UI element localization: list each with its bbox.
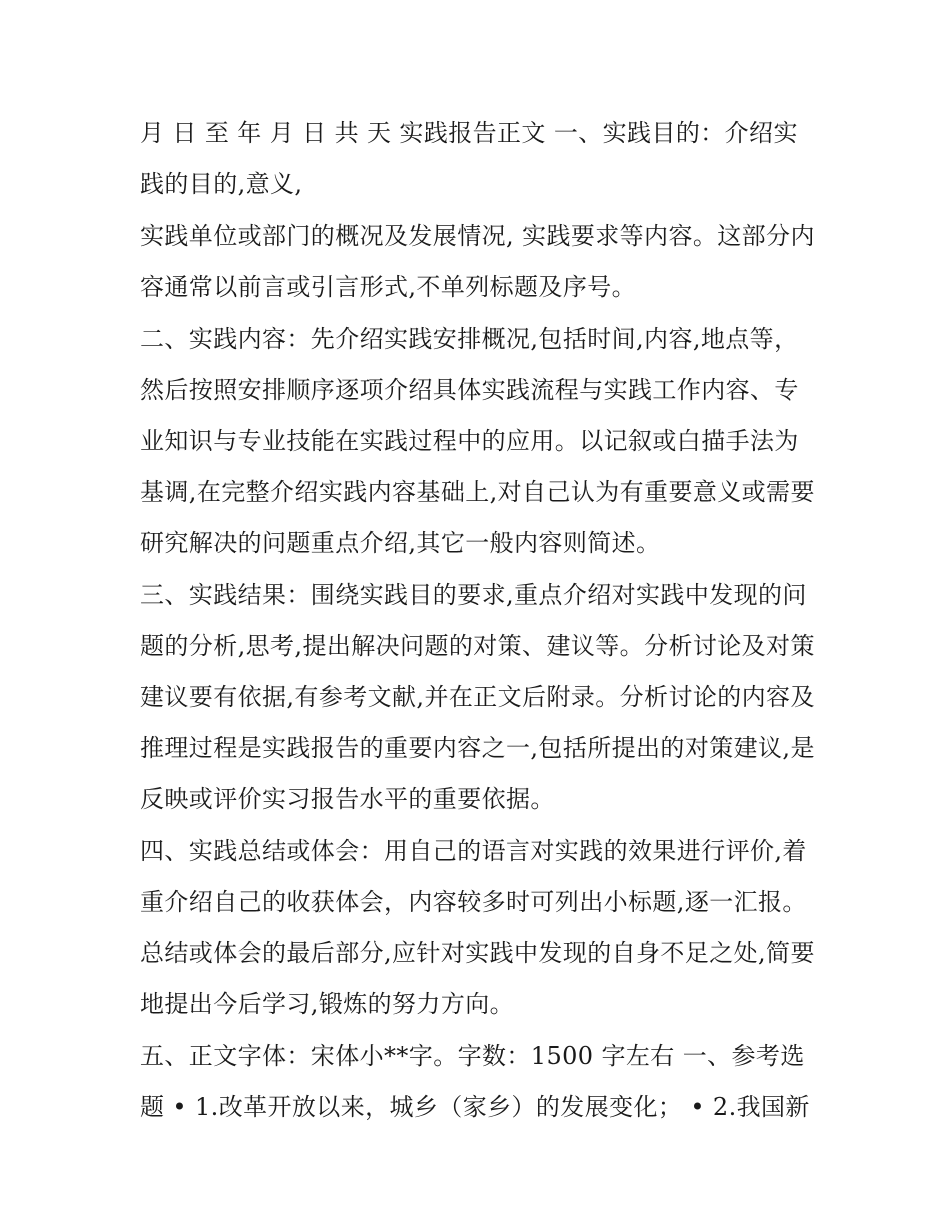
paragraph-font-and-topics: 五、正文字体：宋体小**字。字数：1500 字左右 一、参考选题 • 1.改革开放以来，城乡（家乡）的发展变化； • 2.我国新 bbox=[140, 1042, 810, 1121]
document-body bbox=[140, 108, 820, 1133]
paragraph-intro-purpose: 月 日 至 年 月 日 共 天 实践报告正文 一、实践目的：介绍实践的目的,意义, bbox=[140, 119, 798, 198]
paragraph-practice-content: 二、实践内容：先介绍实践安排概况,包括时间,内容,地点等，然后按照安排顺序逐项介绍具体实践流程与实践工作内容、专业知识与专业技能在实践过程中的应用。以记叙或白描手法为基调,在完整介绍实践内容基础上,对自己认为有重要意义或需要研究解决的问题重点介绍,其它一般内容则简述。 bbox=[140, 325, 815, 557]
paragraph-summary: 四、实践总结或体会：用自己的语言对实践的效果进行评价,着重介绍自己的收获体会，内容较多时可列出小标题,逐一汇报。总结或体会的最后部分,应针对实践中发现的自身不足之处,简要地提出今后学习,锻炼的努力方向。 bbox=[140, 837, 815, 1018]
paragraph-unit-overview: 实践单位或部门的概况及发展情况, 实践要求等内容。这部分内容通常以前言或引言形式,不单列标题及序号。 bbox=[140, 222, 815, 301]
paragraph-practice-results: 三、实践结果：围绕实践目的要求,重点介绍对实践中发现的问题的分析,思考,提出解决问题的对策、建议等。分析讨论及对策建议要有依据,有参考文献,并在正文后附录。分析讨论的内容及推理过程是实践报告的重要内容之一,包括所提出的对策建议,是反映或评价实习报告水平的重要依据。 bbox=[140, 581, 815, 813]
